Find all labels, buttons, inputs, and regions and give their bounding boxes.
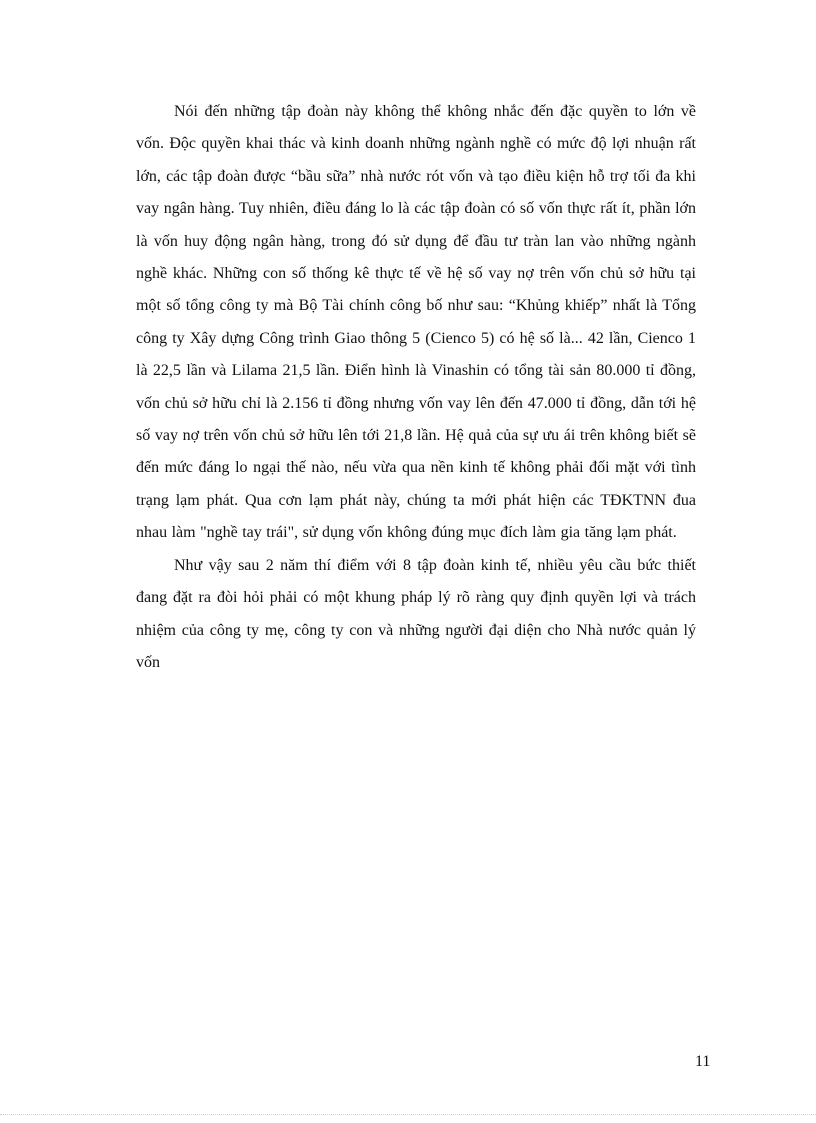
page-bottom-divider	[0, 1114, 816, 1115]
document-body	[136, 96, 696, 679]
paragraph-2: Như vậy sau 2 năm thí điểm với 8 tập đoàn kinh tế, nhiều yêu cầu bức thiết đang đặt ra đòi hỏi phải có một khung pháp lý rõ ràng quy định quyền lợi và trách nhiệm của công ty mẹ, công ty con và những người đại diện cho Nhà nước quản lý vốn	[136, 556, 696, 671]
paragraph-1: Nói đến những tập đoàn này không thể không nhắc đến đặc quyền to lớn về vốn. Độc quyền khai thác và kinh doanh những ngành nghề có mức độ lợi nhuận rất lớn, các tập đoàn được “bầu sữa” nhà nước rót vốn và tạo điều kiện hỗ trợ tối đa khi vay ngân hàng. Tuy nhiên, điều đáng lo là các tập đoàn có số vốn thực rất ít, phần lớn là vốn huy động ngân hàng, trong đó sử dụng để đầu tư tràn lan vào những ngành nghề khác. Những con số thống kê thực tế về hệ số vay nợ trên vốn chủ sở hữu tại một số tổng công ty mà Bộ Tài chính công bố như sau: “Khủng khiếp” nhất là Tổng công ty Xây dựng Công trình Giao thông 5 (Cienco 5) có hệ số là... 42 lần, Cienco 1 là 22,5 lần và Lilama 21,5 lần. Điển hình là Vinashin có tổng tài sản 80.000 tỉ đồng, vốn chủ sở hữu chỉ là 2.156 tỉ đồng nhưng vốn vay lên đến 47.000 tỉ đồng, dẫn tới hệ số vay nợ trên vốn chủ sở hữu lên tới 21,8 lần. Hệ quả của sự ưu ái trên không biết sẽ đến mức đáng lo ngại thế nào, nếu vừa qua nền kinh tế không phải đối mặt với tình trạng lạm phát. Qua cơn lạm phát này, chúng ta mới phát hiện các TĐKTNN đua nhau làm "nghề tay trái", sử dụng vốn không đúng mục đích làm gia tăng lạm phát.	[136, 103, 696, 542]
page-number: 11	[695, 1053, 711, 1070]
